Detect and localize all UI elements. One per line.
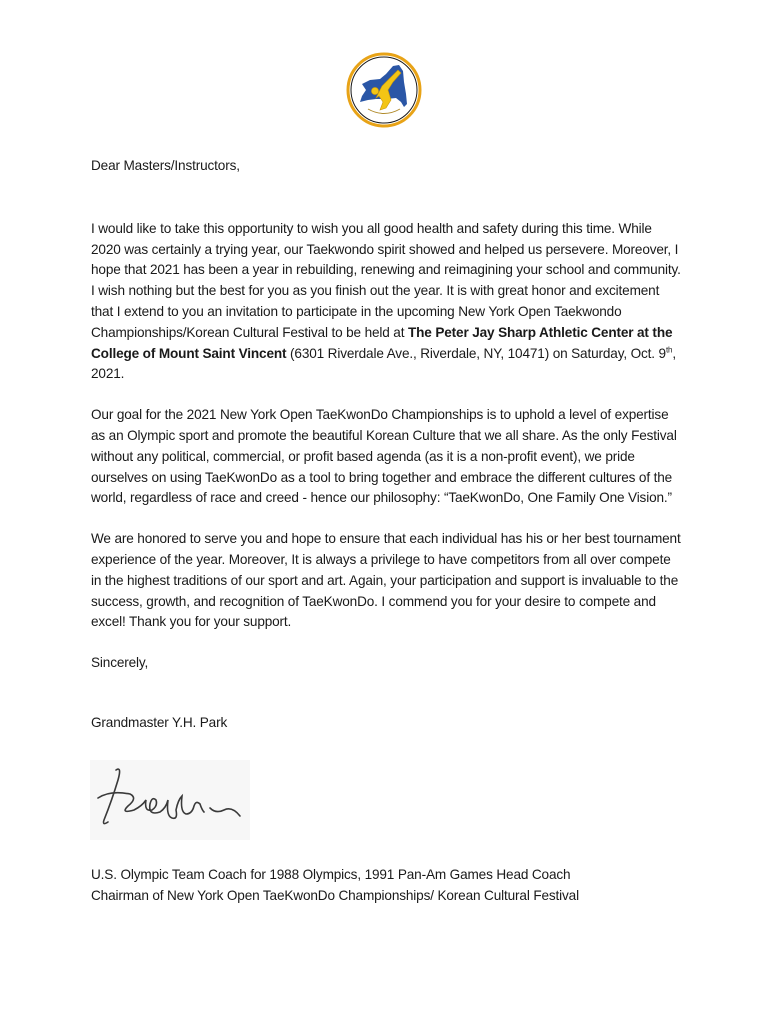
paragraph-invitation [91, 219, 681, 385]
date-year: , 2021. [91, 345, 676, 382]
credential-line: U.S. Olympic Team Coach for 1988 Olympics, 1991 Pan-Am Games Head Coach [91, 867, 571, 882]
paragraph-invitation-text: I would like to take this opportunity to wish you all good health and safety during this time. While 2020 was certainly a trying year, our Taekwondo spirit showed and helped us persevere. Moreover, I hope that 2021 has been a year in rebuilding, renewing and reimagining your school and community. I wish nothing but the best for you as you finish out the year. It is with great honor and excitement that I extend to you an invitation to participate in the upcoming New York Open Taekwondo Championships/Korean Cultural Festival to be held at [91, 220, 681, 340]
date-suffix: th [665, 345, 673, 355]
venue-address-date: (6301 Riverdale Ave., Riverdale, NY, 10471) on Saturday, Oct. 9 [290, 345, 666, 361]
signer-name: Grandmaster Y.H. Park [91, 714, 228, 730]
paragraph-goal: Our goal for the 2021 New York Open TaeKwonDo Championships is to uphold a level of expertise as an Olympic sport and promote the beautiful Korean Culture that we all share. As the only Festival without any political, commercial, or profit based agenda (as it is a non-profit event), we pride ourselves on using TaeKwonDo as a tool to bring together and embrace the different cultures of the world, regardless of race and creed - hence our philosophy: “TaeKwonDo, One Family One Vision.” [91, 407, 677, 506]
salutation: Dear Masters/Instructors, [91, 158, 240, 173]
closing: Sincerely, [91, 655, 149, 671]
signer-credentials [91, 864, 691, 906]
letter-body [91, 156, 681, 734]
credential-line: Chairman of New York Open TaeKwonDo Championships/ Korean Cultural Festival [91, 888, 579, 903]
organization-logo [346, 52, 422, 128]
venue-name: The Peter Jay Sharp Athletic Center at the College of Mount Saint Vincent [91, 324, 673, 361]
logo-emblem-icon [346, 52, 422, 128]
handwritten-signature [90, 760, 250, 840]
paragraph-honored: We are honored to serve you and hope to ensure that each individual has his or her best tournament experience of the year. Moreover, It is always a privilege to have competitors from all over compete in the highest traditions of our sport and art. Again, your participation and support is invaluable to the success, growth, and recognition of TaeKwonDo. I commend you for your desire to compete and excel! Thank you for your support. [91, 531, 681, 630]
